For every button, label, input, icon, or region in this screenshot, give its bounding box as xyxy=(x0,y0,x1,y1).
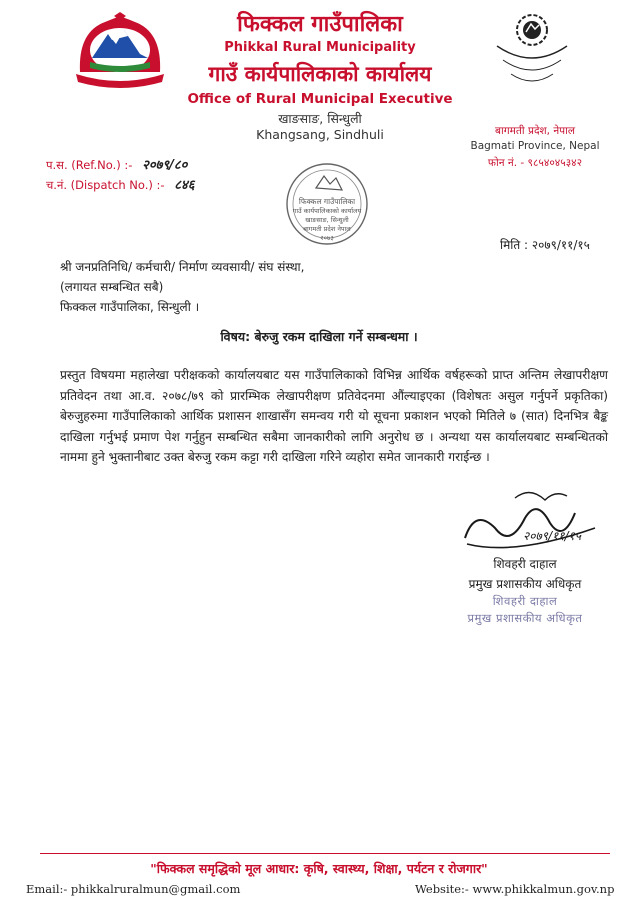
stamp-title: प्रमुख प्रशासकीय अधिकृत xyxy=(467,611,583,625)
stamp-line-4: बागमती प्रदेश नेपाल xyxy=(303,225,351,233)
dispatch-number xyxy=(46,175,195,193)
addressee-line-3: फिक्कल गाउँपालिका, सिन्धुली । xyxy=(60,300,200,314)
ref-label: प.स. (Ref.No.) :- xyxy=(46,158,133,172)
municipality-name-en: Phikkal Rural Municipality xyxy=(224,40,416,55)
signatory-title: प्रमुख प्रशासकीय अधिकृत xyxy=(468,577,582,591)
province-np: बागमती प्रदेश, नेपाल xyxy=(495,125,575,137)
stamp-line-1: फिक्कल गाउँपालिका xyxy=(298,197,356,206)
stamp-line-2: गाउँ कार्यपालिकाको कार्यालय xyxy=(292,207,362,215)
place-np: खाङसाङ, सिन्धुली xyxy=(278,111,362,126)
province-en: Bagmati Province, Nepal xyxy=(470,140,600,152)
round-stamp-icon xyxy=(280,158,375,250)
municipality-name-np: फिक्कल गाउँपालिका xyxy=(237,12,403,37)
signatory-name: शिवहरी दाहाल xyxy=(493,557,557,571)
letter-date: मिति : २०७९/११/१५ xyxy=(500,238,590,252)
stamp-line-3: खाङसाङ, सिन्धुली xyxy=(305,216,349,224)
footer-slogan: "फिक्कल समृद्धिको मूल आधार: कृषि, स्वास्थ्य, शिक्षा, पर्यटन र रोजगार" xyxy=(150,861,488,876)
phone-number: फोन नं. - ९८५४०४५३४२ xyxy=(487,157,583,169)
ref-value: २०७९/८० xyxy=(142,158,188,173)
signature-date: २०७९/११/१५ xyxy=(523,529,582,543)
stamp-name: शिवहरी दाहाल xyxy=(492,594,558,608)
footer-email: Email:- phikkalruralmun@gmail.com xyxy=(26,882,241,896)
dispatch-label: च.नं. (Dispatch No.) :- xyxy=(46,178,165,192)
letter-body: प्रस्तुत विषयमा महालेखा परीक्षकको कार्यालयबाट यस गाउँपालिकाको विभिन्न आर्थिक वर्षहरूको प्राप्त अन्तिम लेखापरीक्षण प्रतिवेदन तथा आ.व. २०७८/७९ को प्रारम्भिक लेखापरीक्षण प्रतिवेदनमा औंल्याइएका (विशेषतः असुल गर्नुपर्ने प्रकृतिका) बेरुजुहरुमा गाउँपालिकाको आर्थिक प्रशासन शाखासँग समन्वय गरी यो सूचना प्रकाशन भएको मितिले ७ (सात) दिनभित्र बैङ्क दाखिला गर्नुभई प्रमाण पेश गर्नुहुन सम्बन्धित सबैमा जानकारीको लागि अनुरोध छ । अन्यथा यस कार्यालयबाट सम्बन्धितको नाममा हुने भुक्तानीबाट उक्त बेरुजु रकम कट्टा गरी दाखिला गरिने व्यहोरा समेत जानकारी गराईन्छ । xyxy=(60,368,608,464)
dispatch-value: ८४६ xyxy=(174,178,195,193)
office-name-en: Office of Rural Municipal Executive xyxy=(187,91,453,107)
subject-line: विषय: बेरुजु रकम दाखिला गर्ने सम्बन्धमा । xyxy=(220,329,418,344)
office-seal-icon xyxy=(493,10,571,92)
place-en: Khangsang, Sindhuli xyxy=(256,127,384,142)
addressee-line-1: श्री जनप्रतिनिधि/ कर्मचारी/ निर्माण व्यवसायी/ संघ संस्था, xyxy=(60,260,305,274)
ref-number xyxy=(46,155,187,173)
signature-scribble-icon xyxy=(455,478,605,563)
footer-divider xyxy=(40,853,610,854)
footer-website: Website:- www.phikkalmun.gov.np xyxy=(415,882,615,896)
office-name-np: गाउँ कार्यपालिकाको कार्यालय xyxy=(208,62,432,86)
stamp-line-5: २०७३ xyxy=(320,234,334,242)
addressee-line-2: (लगायत सम्बन्धित सबै) xyxy=(60,280,164,294)
